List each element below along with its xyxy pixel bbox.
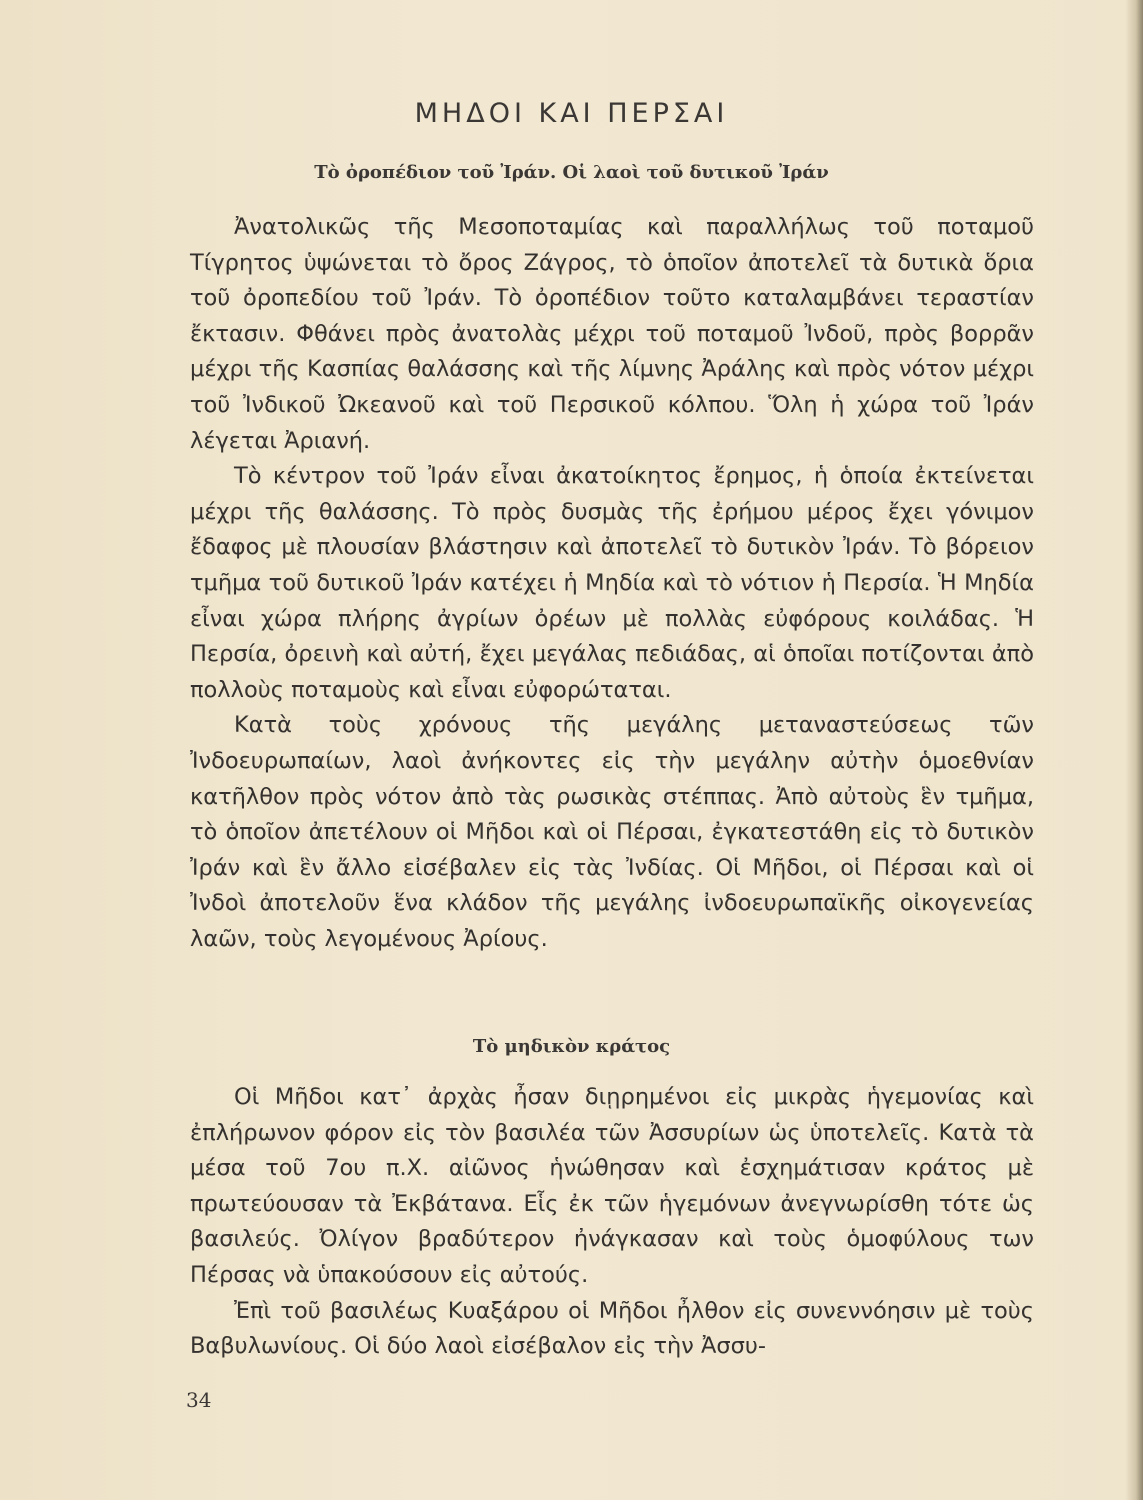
section-title: Τὸ μηδικὸν κράτος	[472, 1036, 671, 1057]
page-number: 34	[186, 1388, 212, 1412]
section-body	[190, 1080, 1034, 1365]
paragraph: Ἀνατολικῶς τῆς Μεσοποταμίας καὶ παραλλήλως τοῦ ποταμοῦ Τίγρητος ὑψώνεται τὸ ὄρος Ζάγρος, τὸ ὁποῖον ἀποτελεῖ τὰ δυτικὰ ὅρια τοῦ ὀροπεδίου τοῦ Ἰράν. Τὸ ὀροπέδιον τοῦτο καταλαμβάνει τεραστίαν ἔκτασιν. Φθάνει πρὸς ἀνατολὰς μέχρι τοῦ ποταμοῦ Ἰνδοῦ, πρὸς βορρᾶν μέχρι τῆς Κασπίας θαλάσσης καὶ τῆς λίμνης Ἀράλης καὶ πρὸς νότον μέχρι τοῦ Ἰνδικοῦ Ὠκεανοῦ καὶ τοῦ Περσικοῦ κόλπου. Ὅλη ἡ χώρα τοῦ Ἰράν λέγεται Ἀριανή.	[190, 214, 1034, 454]
chapter-title: ΜΗΔΟΙ ΚΑΙ ΠΕΡΣΑΙ	[414, 98, 729, 129]
section-body	[190, 210, 1034, 957]
paragraph: Τὸ κέντρον τοῦ Ἰράν εἶναι ἀκατοίκητος ἔρημος, ἡ ὁποία ἐκτείνεται μέχρι τῆς θαλάσσης. Τὸ πρὸς δυσμὰς τῆς ἐρήμου μέρος ἔχει γόνιμον ἔδαφος μὲ πλουσίαν βλάστησιν καὶ ἀποτελεῖ τὸ δυτικὸν Ἰράν. Τὸ βόρειον τμῆμα τοῦ δυτικοῦ Ἰράν κατέχει ἡ Μηδία καὶ τὸ νότιον ἡ Περσία. Ἡ Μηδία εἶναι χώρα πλήρης ἀγρίων ὀρέων μὲ πολλὰς εὐφόρους κοιλάδας. Ἡ Περσία, ὀρεινὴ καὶ αὐτή, ἔχει μεγάλας πεδιάδας, αἱ ὁποῖαι ποτίζονται ἀπὸ πολλοὺς ποταμοὺς καὶ εἶναι εὐφορώταται.	[190, 463, 1034, 703]
paragraph: Οἱ Μῆδοι κατ᾽ ἀρχὰς ἦσαν διῃρημένοι εἰς μικρὰς ἡγεμονίας καὶ ἐπλήρωνον φόρον εἰς τὸν βασιλέα τῶν Ἀσσυρίων ὡς ὑποτελεῖς. Κατὰ τὰ μέσα τοῦ 7ου π.Χ. αἰῶνος ἡνώθησαν καὶ ἐσχημάτισαν κράτος μὲ πρωτεύουσαν τὰ Ἐκβάτανα. Εἷς ἐκ τῶν ἡγεμόνων ἀνεγνωρίσθη τότε ὡς βασιλεύς. Ὀλίγον βραδύτερον ἠνάγκασαν καὶ τοὺς ὁμοφύλους των Πέρσας νὰ ὑπακούσουν εἰς αὐτούς.	[190, 1084, 1034, 1288]
section-title: Τὸ ὀροπέδιον τοῦ Ἰράν. Οἱ λαοὶ τοῦ δυτικοῦ Ἰράν	[314, 162, 829, 183]
paragraph: Κατὰ τοὺς χρόνους τῆς μεγάλης μεταναστεύσεως τῶν Ἰνδοευρωπαίων, λαοὶ ἀνήκοντες εἰς τὴν μεγάλην αὐτὴν ὁμοεθνίαν κατῆλθον πρὸς νότον ἀπὸ τὰς ρωσικὰς στέππας. Ἀπὸ αὐτοὺς ἓν τμῆμα, τὸ ὁποῖον ἀπετέλουν οἱ Μῆδοι καὶ οἱ Πέρσαι, ἐγκατεστάθη εἰς τὸ δυτικὸν Ἰράν καὶ ἓν ἄλλο εἰσέβαλεν εἰς τὰς Ἰνδίας. Οἱ Μῆδοι, οἱ Πέρσαι καὶ οἱ Ἰνδοὶ ἀποτελοῦν ἕνα κλάδον τῆς μεγάλης ἰνδοευρωπαϊκῆς οἰκογενείας λαῶν, τοὺς λεγομένους Ἀρίους.	[190, 712, 1034, 952]
page-edge-shadow	[1125, 0, 1143, 1500]
paragraph: Ἐπὶ τοῦ βασιλέως Κυαξάρου οἱ Μῆδοι ἦλθον εἰς συνεννόησιν μὲ τοὺς Βαβυλωνίους. Οἱ δύο λαοὶ εἰσέβαλον εἰς τὴν Ἀσσυ-	[190, 1297, 1034, 1360]
